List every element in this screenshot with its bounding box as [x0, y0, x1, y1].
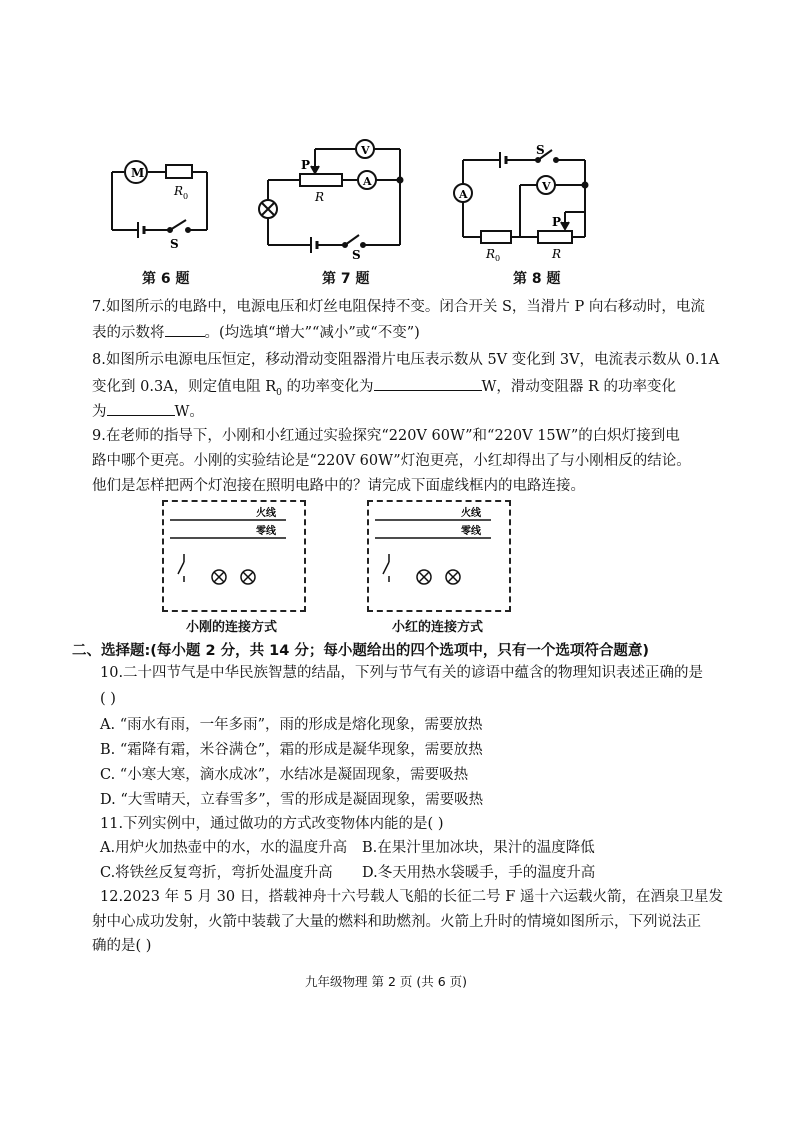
q12-line-3: 确的是( ) [92, 938, 152, 954]
ammeter-label: A [363, 175, 372, 188]
q11-option-a[interactable]: A.用炉火加热壶中的水，水的温度升高 [100, 840, 348, 856]
q8-text-c: W，滑动变阻器 R 的功率变化 [481, 379, 677, 395]
q11-stem: 11.下列实例中，通过做功的方式改变物体内能的是( ) [100, 816, 444, 832]
q12-line-1: 12.2023 年 5 月 30 日，搭载神舟十六号载人飞船的长征二号 F 遥十六运载火箭，在酒泉卫星发 [100, 889, 723, 905]
q10-option-a[interactable]: A. “雨水有雨，一年多雨”，雨的形成是熔化现象，需要放热 [100, 717, 483, 733]
xiaohong-caption: 小红的连接方式 [392, 620, 484, 635]
q11-option-d[interactable]: D.冬天用热水袋暖手，手的温度升高 [362, 865, 596, 881]
q10-stem: 10.二十四节气是中华民族智慧的结晶，下列与节气有关的谚语中蕴含的物理知识表述正确的是 [100, 665, 704, 681]
resistor-r0-symbol [481, 231, 511, 243]
live-wire-label: 火线 [461, 508, 481, 519]
q10-option-d[interactable]: D. “大雪晴天，立春雪多”，雪的形成是凝固现象，需要吸热 [100, 792, 484, 808]
wiring-box-xiaogang-content [164, 502, 302, 608]
live-wire-label: 火线 [256, 508, 276, 519]
q8-line-1: 8.如图所示电源电压恒定，移动滑动变阻器滑片电压表示数从 5V 变化到 3V，电流表示数从 0.1A [92, 352, 720, 368]
q10-option-c[interactable]: C. “小寒大寒，滴水成冰”，水结冰是凝固现象，需要吸热 [100, 767, 469, 783]
rheostat-symbol [538, 231, 572, 243]
q7-line-2 [92, 322, 420, 343]
q8-text-a: 变化到 0.3A，则定值电阻 R [92, 379, 277, 395]
q10-option-b[interactable]: B. “霜降有霜，米谷满仓”，霜的形成是凝华现象，需要放热 [100, 742, 483, 758]
q8-answer-blank-1[interactable] [374, 376, 482, 391]
q11-option-b[interactable]: B.在果汁里加冰块，果汁的温度降低 [362, 840, 595, 856]
rheostat-label: R [315, 190, 325, 204]
q10-answer-paren[interactable]: ( ) [100, 691, 116, 707]
q9-line-1: 9.在老师的指导下，小刚和小红通过实验探究“220V 60W”和“220V 15W”的白炽灯接到电 [92, 428, 680, 444]
switch-s-symbol [345, 235, 359, 245]
figure-7-caption: 第 7 题 [322, 271, 370, 287]
q7-text-a: 表的示数将 [92, 325, 165, 341]
figure-6-caption: 第 6 题 [142, 271, 190, 287]
figure-7-circuit [255, 135, 410, 260]
figure-8-caption: 第 8 题 [513, 271, 561, 287]
q8-text-b: 的功率变化为 [281, 379, 374, 395]
q8-text-e: W。 [174, 404, 204, 420]
q9-line-3: 他们是怎样把两个灯泡接在照明电路中的？请完成下面虚线框内的电路连接。 [92, 478, 585, 494]
r0-label: R [486, 247, 496, 261]
resistor-label: R [174, 184, 184, 198]
q11-option-c[interactable]: C.将铁丝反复弯折，弯折处温度升高 [100, 865, 333, 881]
slider-label: P [552, 215, 562, 229]
q8-subscript: 0 [276, 387, 282, 398]
section-2-title: 二、选择题:(每小题 2 分，共 14 分；每小题给出的四个选项中，只有一个选项符合题意) [72, 643, 650, 659]
q8-line-2 [92, 376, 676, 403]
xiaogang-caption: 小刚的连接方式 [186, 620, 278, 635]
q8-text-d: 为 [92, 404, 107, 420]
q7-text-b: 。(均选填“增大”“减小”或“不变”) [204, 325, 420, 341]
voltmeter-label: V [542, 180, 551, 193]
rheostat-symbol [300, 174, 342, 186]
motor-label: M [131, 166, 145, 180]
figure-8-circuit [448, 140, 598, 262]
page-footer: 九年级物理 第 2 页 (共 6 页) [305, 974, 467, 989]
switch-label: S [352, 248, 361, 260]
q7-line-1: 7.如图所示的电路中，电源电压和灯丝电阻保持不变。闭合开关 S，当滑片 P 向右移动时，电流 [92, 299, 705, 315]
neutral-wire-label: 零线 [256, 526, 276, 537]
resistor-subscript: 0 [183, 192, 189, 201]
switch-s-symbol [170, 220, 186, 230]
q7-answer-blank[interactable] [165, 322, 205, 337]
slider-label: P [301, 158, 311, 172]
switch-label: S [170, 237, 179, 250]
voltmeter-label: V [361, 144, 370, 157]
neutral-wire-label: 零线 [461, 526, 481, 537]
r0-subscript: 0 [495, 254, 501, 262]
wiring-box-xiaohong-content [369, 502, 507, 608]
q8-line-3 [92, 401, 204, 422]
rheostat-label: R [552, 247, 562, 261]
q9-line-2: 路中哪个更亮。小刚的实验结论是“220V 60W”灯泡更亮，小红却得出了与小刚相反的结论。 [92, 453, 691, 469]
resistor-r0-symbol [166, 165, 192, 178]
ammeter-label: A [459, 188, 468, 201]
switch-label: S [536, 143, 545, 157]
q12-line-2: 射中心成功发射，火箭中装载了大量的燃料和助燃剂。火箭上升时的情境如图所示，下列说法正 [92, 914, 701, 930]
q8-answer-blank-2[interactable] [107, 401, 175, 416]
figure-6-circuit [100, 150, 225, 250]
